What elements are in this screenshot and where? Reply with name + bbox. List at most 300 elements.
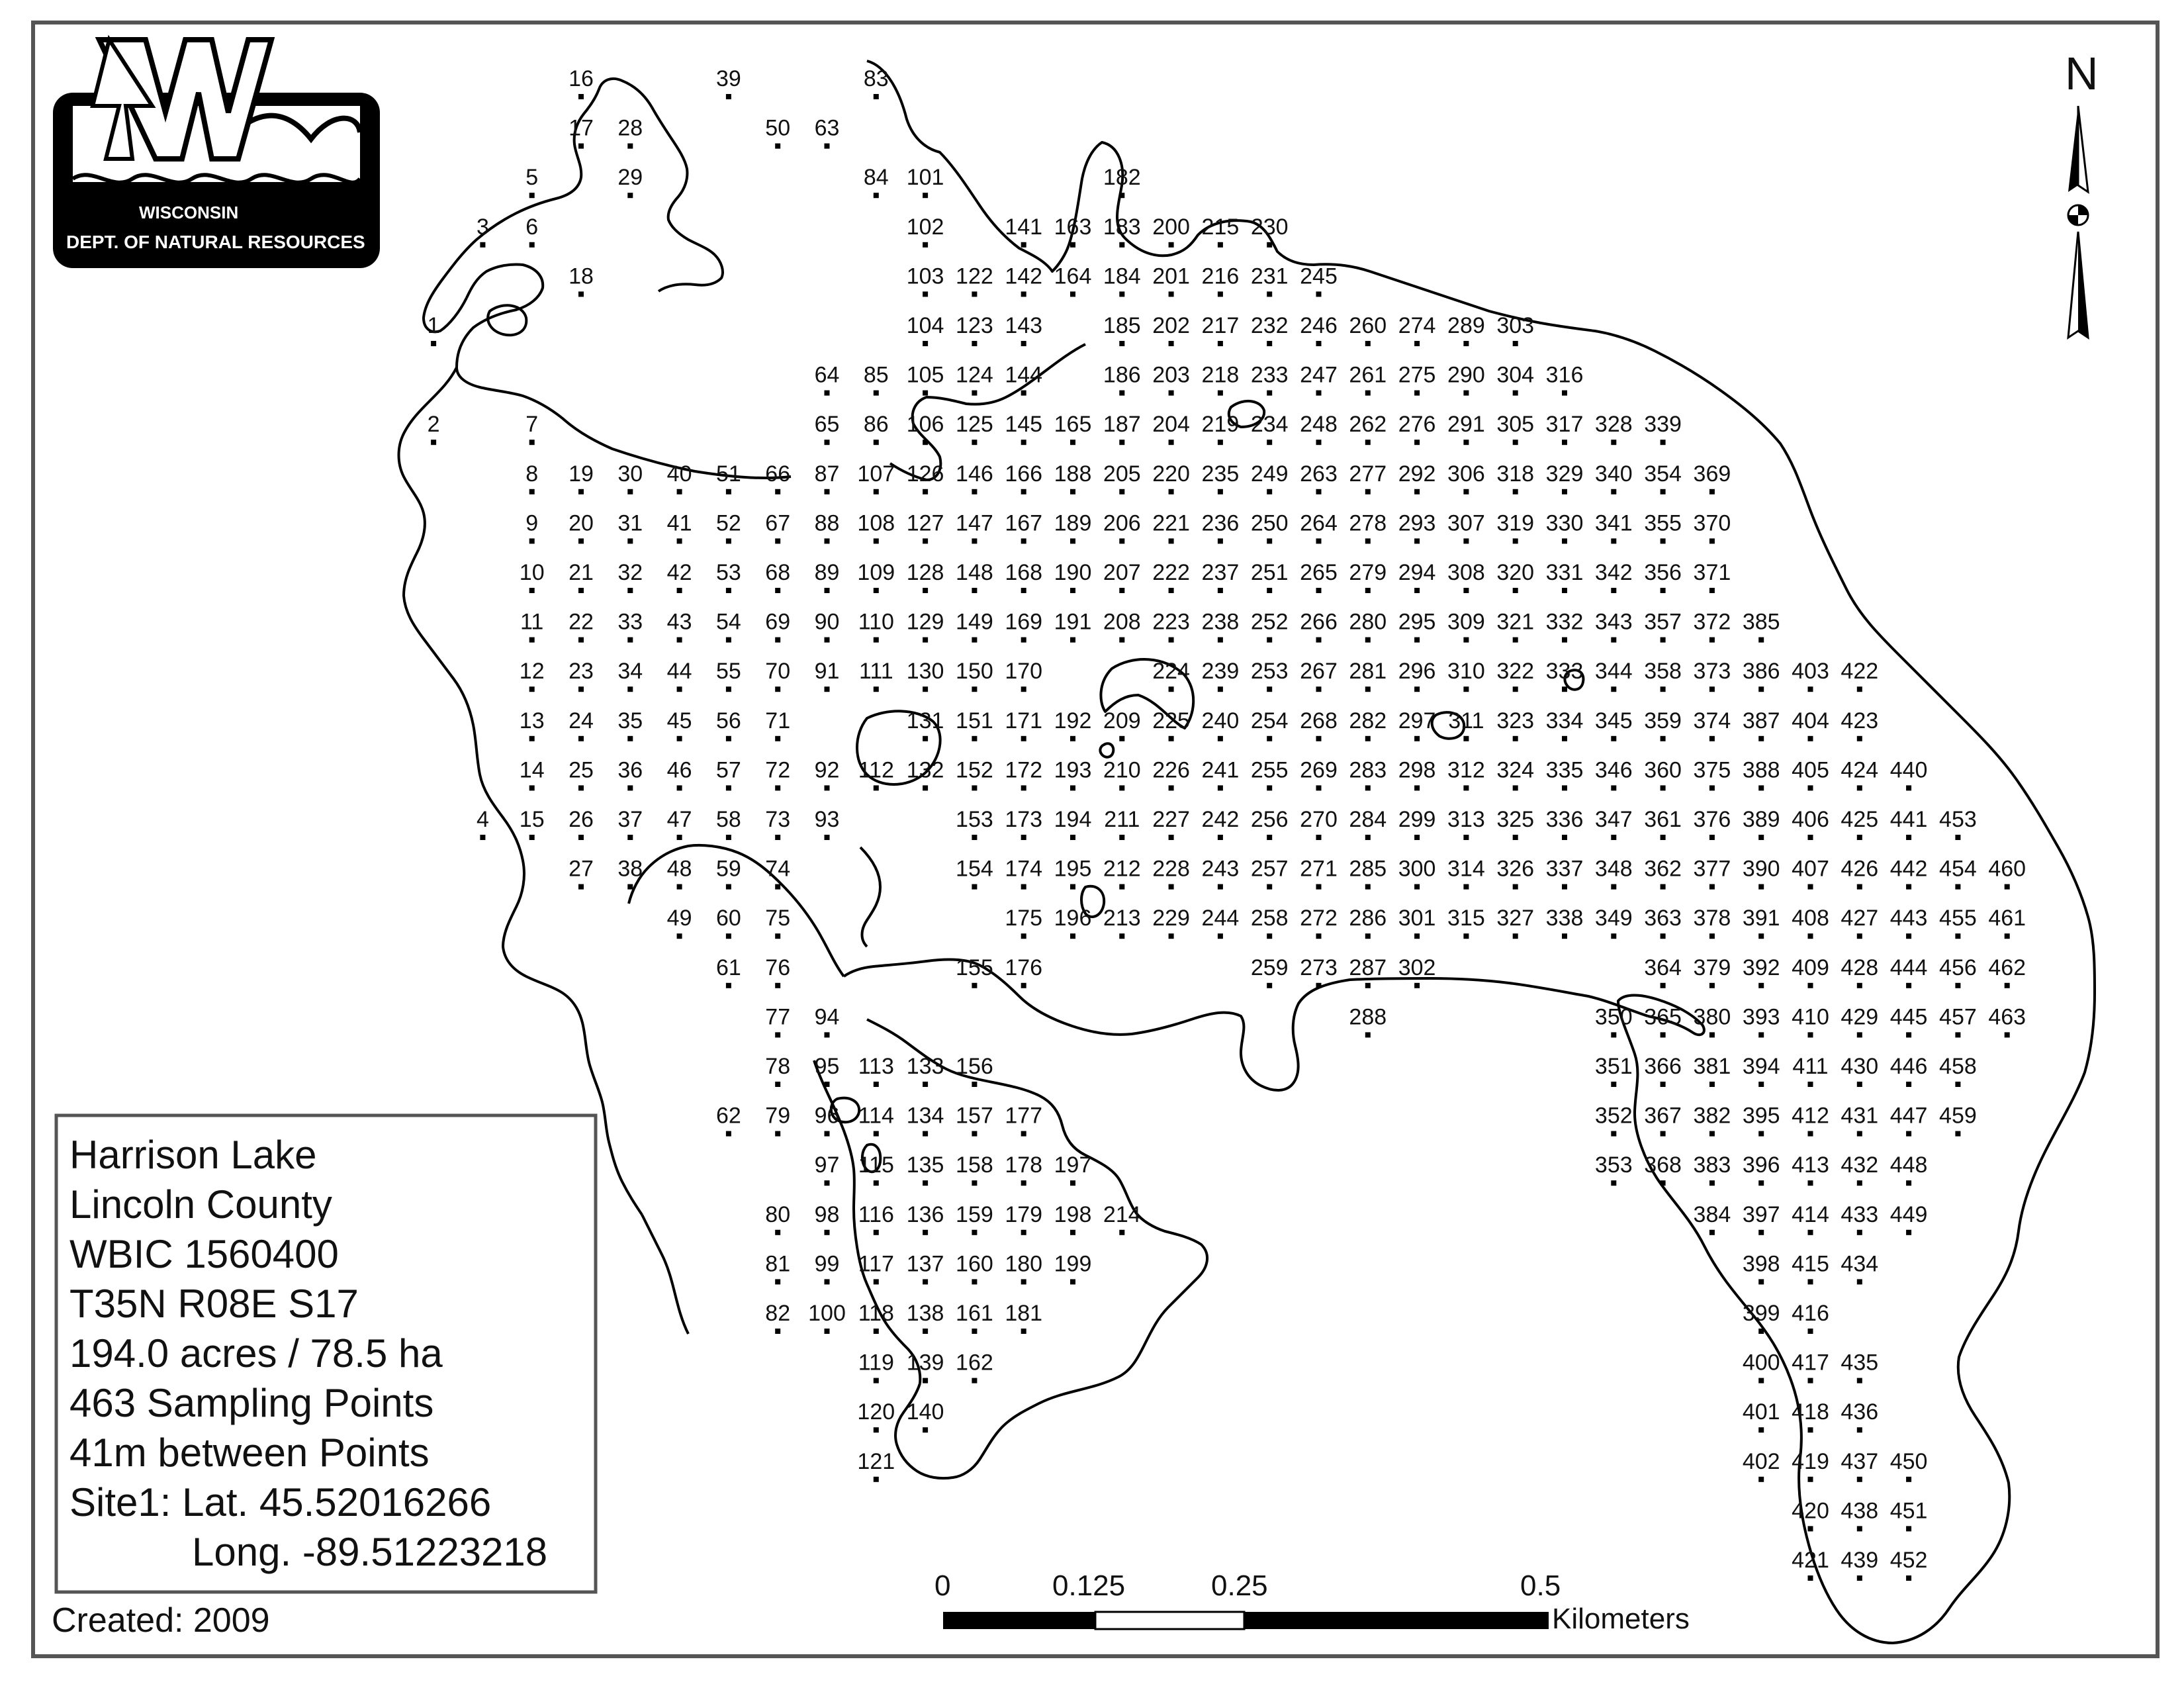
sampling-point-marker <box>1611 637 1616 643</box>
sampling-point-label: 303 <box>1496 313 1535 338</box>
sampling-point-label: 184 <box>1103 263 1141 289</box>
sampling-point-marker <box>825 1279 830 1284</box>
sampling-point-label: 232 <box>1250 313 1289 338</box>
sampling-point-marker <box>1562 835 1567 840</box>
sampling-point-marker <box>1808 736 1813 741</box>
sampling-point-marker <box>1758 1427 1764 1432</box>
sampling-point-label: 120 <box>857 1399 895 1425</box>
sampling-point-marker <box>972 785 977 790</box>
sampling-point-marker <box>480 242 485 248</box>
sampling-point-label: 159 <box>956 1201 993 1227</box>
sampling-point-marker <box>1218 538 1223 543</box>
sampling-point-label: 365 <box>1644 1004 1682 1030</box>
sampling-point-marker <box>726 637 731 643</box>
sampling-point-marker <box>1661 983 1666 988</box>
sampling-point-marker <box>1906 785 1911 790</box>
sampling-point-label: 445 <box>1889 1004 1928 1030</box>
sampling-point-label: 46 <box>666 757 692 783</box>
sampling-point-label: 238 <box>1201 609 1240 635</box>
sampling-point-label: 252 <box>1250 609 1289 635</box>
sampling-point-label: 119 <box>858 1350 894 1376</box>
sampling-point-marker <box>1414 686 1420 692</box>
sampling-point-label: 130 <box>906 659 944 684</box>
sampling-point-label: 222 <box>1152 560 1190 585</box>
sampling-point-label: 272 <box>1300 906 1338 931</box>
sampling-point-label: 344 <box>1594 659 1633 684</box>
sampling-point-marker <box>1218 588 1223 593</box>
sampling-point-marker <box>1414 736 1420 741</box>
sampling-point-label: 458 <box>1939 1054 1977 1079</box>
sampling-point-label: 223 <box>1152 609 1190 635</box>
sampling-point-marker <box>1906 1575 1911 1581</box>
sampling-point-label: 171 <box>1005 708 1043 733</box>
sampling-point-marker <box>972 341 977 346</box>
sampling-point-label: 358 <box>1644 659 1682 684</box>
sampling-point-label: 87 <box>814 461 840 487</box>
sampling-point-label: 277 <box>1349 461 1387 487</box>
sampling-point-marker <box>1463 440 1469 445</box>
sampling-point-marker <box>1857 1230 1862 1235</box>
sampling-point-marker <box>1169 835 1174 840</box>
sampling-point-label: 106 <box>906 412 944 438</box>
sampling-point-marker <box>1955 983 1960 988</box>
sampling-point-label: 428 <box>1841 955 1879 980</box>
sampling-point-label: 88 <box>814 510 840 536</box>
sampling-point-label: 256 <box>1250 807 1289 832</box>
sampling-point-label: 105 <box>906 362 944 388</box>
sampling-point-marker <box>1661 538 1666 543</box>
sampling-point-marker <box>972 835 977 840</box>
sampling-point-marker <box>1414 440 1420 445</box>
sampling-point-marker <box>529 193 535 198</box>
sampling-point-marker <box>972 1082 977 1087</box>
sampling-point-marker <box>1365 538 1371 543</box>
sampling-point-marker <box>1316 291 1322 297</box>
sampling-point-marker <box>1021 686 1026 692</box>
sampling-point-label: 35 <box>617 708 643 733</box>
sampling-point-label: 15 <box>519 807 545 832</box>
sampling-point-marker <box>1414 538 1420 543</box>
sampling-point-label: 163 <box>1054 214 1092 240</box>
sampling-point-marker <box>1070 1230 1075 1235</box>
sampling-point-marker <box>1070 440 1075 445</box>
sampling-point-marker <box>1808 1378 1813 1383</box>
sampling-point-label: 318 <box>1496 461 1535 487</box>
sampling-point-label: 173 <box>1005 807 1043 832</box>
sampling-point-label: 342 <box>1594 560 1633 585</box>
sampling-point-label: 304 <box>1496 362 1535 388</box>
sampling-point-label: 347 <box>1594 807 1633 832</box>
sampling-point-label: 399 <box>1742 1301 1780 1326</box>
sampling-point-marker <box>874 785 879 790</box>
sampling-point-marker <box>1709 933 1715 939</box>
sampling-point-marker <box>923 440 928 445</box>
sampling-point-marker <box>726 933 731 939</box>
sampling-point-marker <box>1316 835 1322 840</box>
sampling-point-label: 245 <box>1300 263 1338 289</box>
sampling-point-label: 373 <box>1693 659 1731 684</box>
sampling-point-marker <box>825 835 830 840</box>
sampling-point-label: 214 <box>1103 1201 1141 1227</box>
sampling-point-marker <box>1365 1032 1371 1037</box>
sampling-point-label: 24 <box>569 708 594 733</box>
sampling-point-marker <box>923 1082 928 1087</box>
sampling-point-label: 3 <box>476 214 489 240</box>
sampling-point-label: 385 <box>1742 609 1780 635</box>
sampling-point-label: 375 <box>1693 757 1731 783</box>
sampling-point-label: 235 <box>1201 461 1240 487</box>
sampling-point-marker <box>627 835 633 840</box>
sampling-point-label: 457 <box>1939 1004 1977 1030</box>
sampling-point-marker <box>923 1329 928 1334</box>
sampling-point-marker <box>1365 637 1371 643</box>
sampling-point-marker <box>1021 1279 1026 1284</box>
sampling-point-marker <box>1611 1032 1616 1037</box>
sampling-point-label: 268 <box>1300 708 1338 733</box>
sampling-point-marker <box>1808 835 1813 840</box>
sampling-point-label: 32 <box>617 560 643 585</box>
sampling-point-marker <box>1955 933 1960 939</box>
shoreline-segment <box>457 264 791 478</box>
sampling-point-label: 402 <box>1742 1448 1780 1474</box>
sampling-point-marker <box>1169 686 1174 692</box>
sampling-point-label: 73 <box>765 807 791 832</box>
info-area: 194.0 acres / 78.5 ha <box>69 1331 443 1376</box>
sampling-point-marker <box>1070 538 1075 543</box>
sampling-point-label: 152 <box>956 757 993 783</box>
shoreline-segment <box>399 367 643 1215</box>
sampling-point-label: 134 <box>906 1103 944 1129</box>
sampling-point-label: 388 <box>1742 757 1780 783</box>
sampling-point-label: 186 <box>1103 362 1141 388</box>
sampling-point-marker <box>1513 933 1518 939</box>
sampling-point-marker <box>1169 785 1174 790</box>
sampling-point-marker <box>874 489 879 494</box>
sampling-point-label: 270 <box>1300 807 1338 832</box>
sampling-point-marker <box>677 637 682 643</box>
sampling-point-marker <box>1414 637 1420 643</box>
sampling-point-marker <box>1808 686 1813 692</box>
sampling-point-label: 273 <box>1300 955 1338 980</box>
sampling-point-label: 206 <box>1103 510 1141 536</box>
sampling-point-label: 368 <box>1644 1152 1682 1178</box>
sampling-point-label: 138 <box>906 1301 944 1326</box>
sampling-point-label: 148 <box>956 560 993 585</box>
sampling-point-marker <box>1365 686 1371 692</box>
sampling-point-marker <box>1808 983 1813 988</box>
sampling-point-marker <box>1218 242 1223 248</box>
sampling-point-marker <box>578 94 584 99</box>
sampling-point-label: 204 <box>1152 412 1190 438</box>
sampling-point-marker <box>1463 538 1469 543</box>
sampling-point-marker <box>1758 736 1764 741</box>
sampling-point-label: 124 <box>956 362 993 388</box>
sampling-point-label: 243 <box>1201 856 1240 882</box>
sampling-point-marker <box>1562 637 1567 643</box>
sampling-point-label: 133 <box>906 1054 944 1079</box>
sampling-point-label: 234 <box>1250 412 1289 438</box>
sampling-point-marker <box>1758 1329 1764 1334</box>
sampling-point-marker <box>578 489 584 494</box>
sampling-point-label: 396 <box>1742 1152 1780 1178</box>
sampling-point-marker <box>775 983 780 988</box>
sampling-point-label: 438 <box>1841 1498 1879 1524</box>
sampling-point-marker <box>1562 440 1567 445</box>
sampling-point-label: 307 <box>1447 510 1485 536</box>
sampling-point-label: 67 <box>765 510 791 536</box>
sampling-point-label: 298 <box>1398 757 1436 783</box>
sampling-point-label: 28 <box>617 115 643 141</box>
sampling-point-marker <box>923 193 928 198</box>
sampling-point-label: 328 <box>1594 412 1633 438</box>
sampling-point-marker <box>1857 1082 1862 1087</box>
sampling-point-label: 444 <box>1889 955 1928 980</box>
sampling-point-label: 13 <box>519 708 545 733</box>
sampling-point-label: 218 <box>1201 362 1240 388</box>
sampling-point-marker <box>1808 1477 1813 1482</box>
sampling-point-marker <box>1169 884 1174 890</box>
sampling-point-marker <box>1611 538 1616 543</box>
sampling-point-marker <box>923 489 928 494</box>
sampling-point-label: 323 <box>1496 708 1535 733</box>
sampling-point-label: 143 <box>1005 313 1043 338</box>
sampling-point-label: 262 <box>1349 412 1387 438</box>
sampling-point-label: 400 <box>1742 1350 1780 1376</box>
sampling-point-label: 190 <box>1054 560 1092 585</box>
sampling-point-marker <box>1070 1180 1075 1186</box>
sampling-point-label: 185 <box>1103 313 1141 338</box>
sampling-point-marker <box>1463 785 1469 790</box>
sampling-point-label: 192 <box>1054 708 1092 733</box>
sampling-point-label: 20 <box>569 510 594 536</box>
sampling-point-label: 338 <box>1545 906 1584 931</box>
sampling-point-label: 29 <box>617 165 643 191</box>
sampling-point-label: 293 <box>1398 510 1436 536</box>
sampling-point-marker <box>874 1427 879 1432</box>
sampling-point-label: 461 <box>1988 906 2026 931</box>
sampling-point-marker <box>1021 637 1026 643</box>
sampling-point-marker <box>1365 588 1371 593</box>
sampling-point-marker <box>972 1131 977 1137</box>
sampling-point-marker <box>1365 391 1371 396</box>
sampling-point-marker <box>1808 1526 1813 1531</box>
sampling-point-label: 228 <box>1152 856 1190 882</box>
sampling-point-label: 167 <box>1005 510 1043 536</box>
sampling-point-marker <box>1365 835 1371 840</box>
sampling-point-label: 417 <box>1792 1350 1829 1376</box>
sampling-point-label: 359 <box>1644 708 1682 733</box>
sampling-point-marker <box>1758 983 1764 988</box>
sampling-point-marker <box>1513 489 1518 494</box>
sampling-point-marker <box>874 1329 879 1334</box>
sampling-point-label: 94 <box>814 1004 840 1030</box>
sampling-point-label: 149 <box>956 609 993 635</box>
sampling-point-marker <box>923 1378 928 1383</box>
sampling-point-marker <box>1267 440 1272 445</box>
sampling-point-marker <box>1611 736 1616 741</box>
sampling-point-label: 176 <box>1005 955 1043 980</box>
sampling-point-marker <box>726 489 731 494</box>
shoreline-segment <box>860 847 880 947</box>
sampling-point-marker <box>775 884 780 890</box>
sampling-point-marker <box>923 538 928 543</box>
sampling-point-label: 33 <box>617 609 643 635</box>
sampling-point-label: 420 <box>1792 1498 1829 1524</box>
sampling-point-label: 95 <box>814 1054 840 1079</box>
sampling-point-label: 42 <box>666 560 692 585</box>
sampling-point-label: 386 <box>1742 659 1780 684</box>
sampling-point-label: 381 <box>1693 1054 1731 1079</box>
sampling-point-marker <box>1857 1575 1862 1581</box>
sampling-point-marker <box>1709 884 1715 890</box>
sampling-point-marker <box>1611 933 1616 939</box>
sampling-point-label: 341 <box>1594 510 1633 536</box>
sampling-point-label: 165 <box>1054 412 1092 438</box>
sampling-point-label: 58 <box>715 807 741 832</box>
sampling-point-label: 71 <box>765 708 791 733</box>
sampling-point-label: 22 <box>569 609 594 635</box>
sampling-point-label: 194 <box>1054 807 1092 832</box>
sampling-point-label: 340 <box>1594 461 1633 487</box>
sampling-point-label: 183 <box>1103 214 1141 240</box>
sampling-point-label: 331 <box>1545 560 1584 585</box>
sampling-point-label: 182 <box>1103 165 1141 191</box>
sampling-point-label: 410 <box>1792 1004 1829 1030</box>
sampling-point-label: 80 <box>765 1201 791 1227</box>
sampling-point-marker <box>1070 291 1075 297</box>
sampling-point-label: 116 <box>858 1201 894 1227</box>
sampling-point-label: 169 <box>1005 609 1043 635</box>
sampling-point-marker <box>874 1378 879 1383</box>
sampling-point-label: 31 <box>617 510 643 536</box>
sampling-point-label: 257 <box>1250 856 1289 882</box>
sampling-point-marker <box>627 785 633 790</box>
sampling-point-label: 354 <box>1644 461 1682 487</box>
sampling-point-marker <box>972 291 977 297</box>
sampling-point-marker <box>1169 391 1174 396</box>
sampling-point-marker <box>1316 884 1322 890</box>
sampling-point-label: 430 <box>1841 1054 1879 1079</box>
sampling-point-marker <box>1021 440 1026 445</box>
sampling-point-marker <box>726 884 731 890</box>
sampling-point-marker <box>775 785 780 790</box>
sampling-point-label: 117 <box>858 1251 894 1277</box>
sampling-point-label: 261 <box>1349 362 1387 388</box>
sampling-point-label: 72 <box>765 757 791 783</box>
sampling-point-label: 136 <box>906 1201 944 1227</box>
sampling-point-marker <box>1218 884 1223 890</box>
sampling-point-label: 164 <box>1054 263 1092 289</box>
sampling-point-marker <box>1021 785 1026 790</box>
sampling-point-marker <box>1857 1477 1862 1482</box>
sampling-point-marker <box>775 686 780 692</box>
sampling-point-marker <box>1562 785 1567 790</box>
sampling-point-marker <box>1808 1131 1813 1137</box>
sampling-point-marker <box>726 1131 731 1137</box>
sampling-point-label: 21 <box>569 560 594 585</box>
sampling-point-marker <box>1463 686 1469 692</box>
sampling-point-label: 259 <box>1250 955 1289 980</box>
sampling-point-marker <box>1513 440 1518 445</box>
sampling-point-label: 424 <box>1841 757 1879 783</box>
sampling-point-label: 132 <box>906 757 944 783</box>
sampling-point-label: 376 <box>1693 807 1731 832</box>
sampling-point-label: 274 <box>1398 313 1436 338</box>
sampling-point-label: 114 <box>858 1103 894 1129</box>
sampling-point-marker <box>1119 489 1124 494</box>
sampling-point-label: 201 <box>1152 263 1190 289</box>
sampling-point-label: 23 <box>569 659 594 684</box>
sampling-point-marker <box>1414 341 1420 346</box>
sampling-point-label: 38 <box>617 856 643 882</box>
sampling-point-marker <box>1661 736 1666 741</box>
sampling-point-label: 162 <box>956 1350 993 1376</box>
sampling-point-marker <box>1119 884 1124 890</box>
sampling-point-marker <box>1513 588 1518 593</box>
sampling-point-marker <box>1709 1230 1715 1235</box>
sampling-point-marker <box>1070 835 1075 840</box>
sampling-point-label: 355 <box>1644 510 1682 536</box>
sampling-point-marker <box>1709 637 1715 643</box>
sampling-point-marker <box>1119 391 1124 396</box>
sampling-point-label: 19 <box>569 461 594 487</box>
sampling-point-marker <box>1070 588 1075 593</box>
sampling-point-label: 230 <box>1250 214 1289 240</box>
sampling-point-marker <box>874 1131 879 1137</box>
sampling-point-label: 139 <box>906 1350 944 1376</box>
sampling-point-label: 322 <box>1496 659 1535 684</box>
sampling-point-marker <box>1021 1180 1026 1186</box>
sampling-point-marker <box>1611 1131 1616 1137</box>
sampling-point-marker <box>972 686 977 692</box>
sampling-point-label: 249 <box>1250 461 1289 487</box>
sampling-point-label: 418 <box>1792 1399 1829 1425</box>
sampling-point-label: 65 <box>814 412 840 438</box>
sampling-point-label: 205 <box>1103 461 1141 487</box>
sampling-point-label: 170 <box>1005 659 1043 684</box>
sampling-point-marker <box>775 736 780 741</box>
logo-line1: WISCONSIN <box>139 203 239 222</box>
sampling-point-label: 443 <box>1889 906 1928 931</box>
sampling-point-label: 446 <box>1889 1054 1928 1079</box>
sampling-point-marker <box>775 1131 780 1137</box>
sampling-point-label: 225 <box>1152 708 1190 733</box>
sampling-point-marker <box>529 588 535 593</box>
sampling-point-marker <box>1661 1082 1666 1087</box>
scale-tick-3: 0.5 <box>1520 1570 1561 1602</box>
sampling-point-marker <box>726 538 731 543</box>
sampling-point-label: 233 <box>1250 362 1289 388</box>
sampling-point-marker <box>1119 291 1124 297</box>
sampling-point-label: 198 <box>1054 1201 1092 1227</box>
sampling-point-marker <box>775 933 780 939</box>
sampling-point-marker <box>825 1032 830 1037</box>
sampling-point-marker <box>1267 538 1272 543</box>
sampling-point-label: 427 <box>1841 906 1879 931</box>
sampling-point-label: 210 <box>1103 757 1141 783</box>
sampling-point-label: 255 <box>1250 757 1289 783</box>
sampling-point-marker <box>825 440 830 445</box>
sampling-point-marker <box>972 1230 977 1235</box>
sampling-point-marker <box>1316 588 1322 593</box>
sampling-point-marker <box>1661 440 1666 445</box>
sampling-point-marker <box>1169 637 1174 643</box>
sampling-point-label: 287 <box>1349 955 1387 980</box>
sampling-point-label: 450 <box>1889 1448 1928 1474</box>
sampling-point-label: 254 <box>1250 708 1289 733</box>
sampling-point-label: 90 <box>814 609 840 635</box>
sampling-point-marker <box>1857 884 1862 890</box>
